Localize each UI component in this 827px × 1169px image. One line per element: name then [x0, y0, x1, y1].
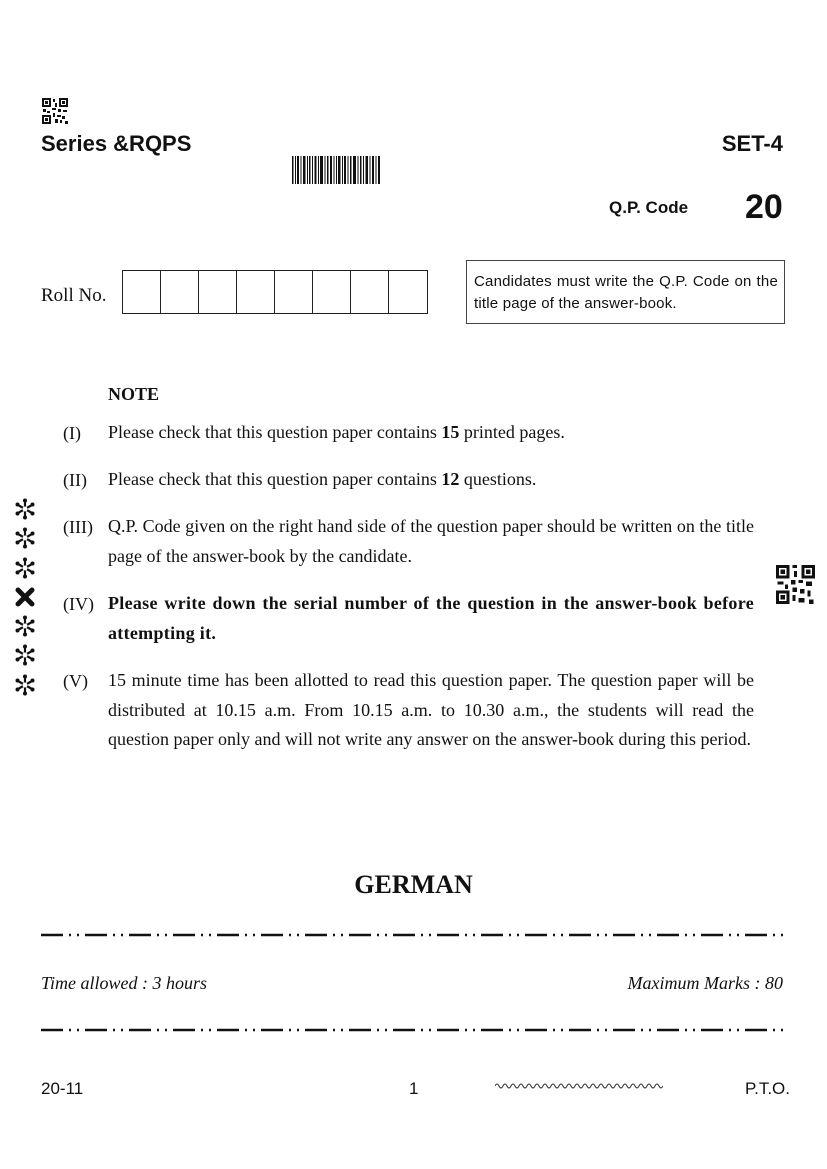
please-turn-over: P.T.O. — [744, 1079, 790, 1098]
roll-number-box — [161, 271, 199, 313]
note-number: (V) — [63, 671, 88, 691]
qp-code-value: 20 — [745, 188, 783, 226]
maximum-marks: Maximum Marks : 80 — [627, 973, 783, 993]
roll-number-box — [275, 271, 313, 313]
qr-code-icon — [776, 565, 815, 604]
note-item: Please write down the serial number of the question in the answer-book before attempting it. — [108, 593, 754, 643]
asterisk-flower-icon — [14, 644, 36, 666]
qr-code-icon — [42, 98, 68, 124]
note-item: 15 minute time has been allotted to read this question paper. The question paper will be distributed at 10.15 a.m. From 10.15 a.m. to 10.30 a.m., the students will read the question paper only and will not write any answer on the answer-book during this period. — [108, 670, 754, 749]
note-number: (I) — [63, 423, 81, 443]
roll-number-box — [237, 271, 275, 313]
note-number: (II) — [63, 470, 87, 490]
note-number: (IV) — [63, 594, 94, 614]
note-item: Please check that this question paper contains 15 printed pages. — [108, 422, 565, 442]
series-label: Series &RQPS — [41, 131, 192, 156]
roll-number-box — [123, 271, 161, 313]
barcode-icon — [292, 156, 380, 184]
qp-code-label: Q.P. Code — [609, 198, 689, 217]
dash-dot-divider — [41, 933, 787, 937]
roll-number-boxes — [122, 270, 428, 314]
roll-number-box — [389, 271, 427, 313]
page-number: 1 — [409, 1079, 419, 1098]
dash-dot-divider — [41, 1028, 787, 1032]
set-label: SET-4 — [721, 131, 783, 156]
roll-number-box — [313, 271, 351, 313]
note-number: (III) — [63, 517, 93, 537]
subject-title: GERMAN — [354, 870, 473, 899]
candidate-instruction-box: Candidates must write the Q.P. Code on the title page of the answer-book. — [466, 260, 785, 324]
asterisk-flower-icon — [14, 527, 36, 549]
note-title: NOTE — [108, 384, 160, 404]
wavy-line-icon — [495, 1081, 663, 1091]
paper-code: 20-11 — [41, 1079, 84, 1098]
time-allowed: Time allowed : 3 hours — [41, 973, 208, 993]
heavy-cross-icon — [14, 586, 36, 608]
note-item: Please check that this question paper contains 12 questions. — [108, 469, 537, 489]
roll-number-box — [351, 271, 389, 313]
asterisk-flower-icon — [14, 498, 36, 520]
note-item: Q.P. Code given on the right hand side of the question paper should be written on the title page of the answer-book by the candidate. — [108, 516, 754, 566]
roll-number-box — [199, 271, 237, 313]
asterisk-flower-icon — [14, 674, 36, 696]
asterisk-flower-icon — [14, 615, 36, 637]
roll-number-label: Roll No. — [41, 285, 107, 306]
side-marks — [14, 498, 36, 703]
asterisk-flower-icon — [14, 557, 36, 579]
